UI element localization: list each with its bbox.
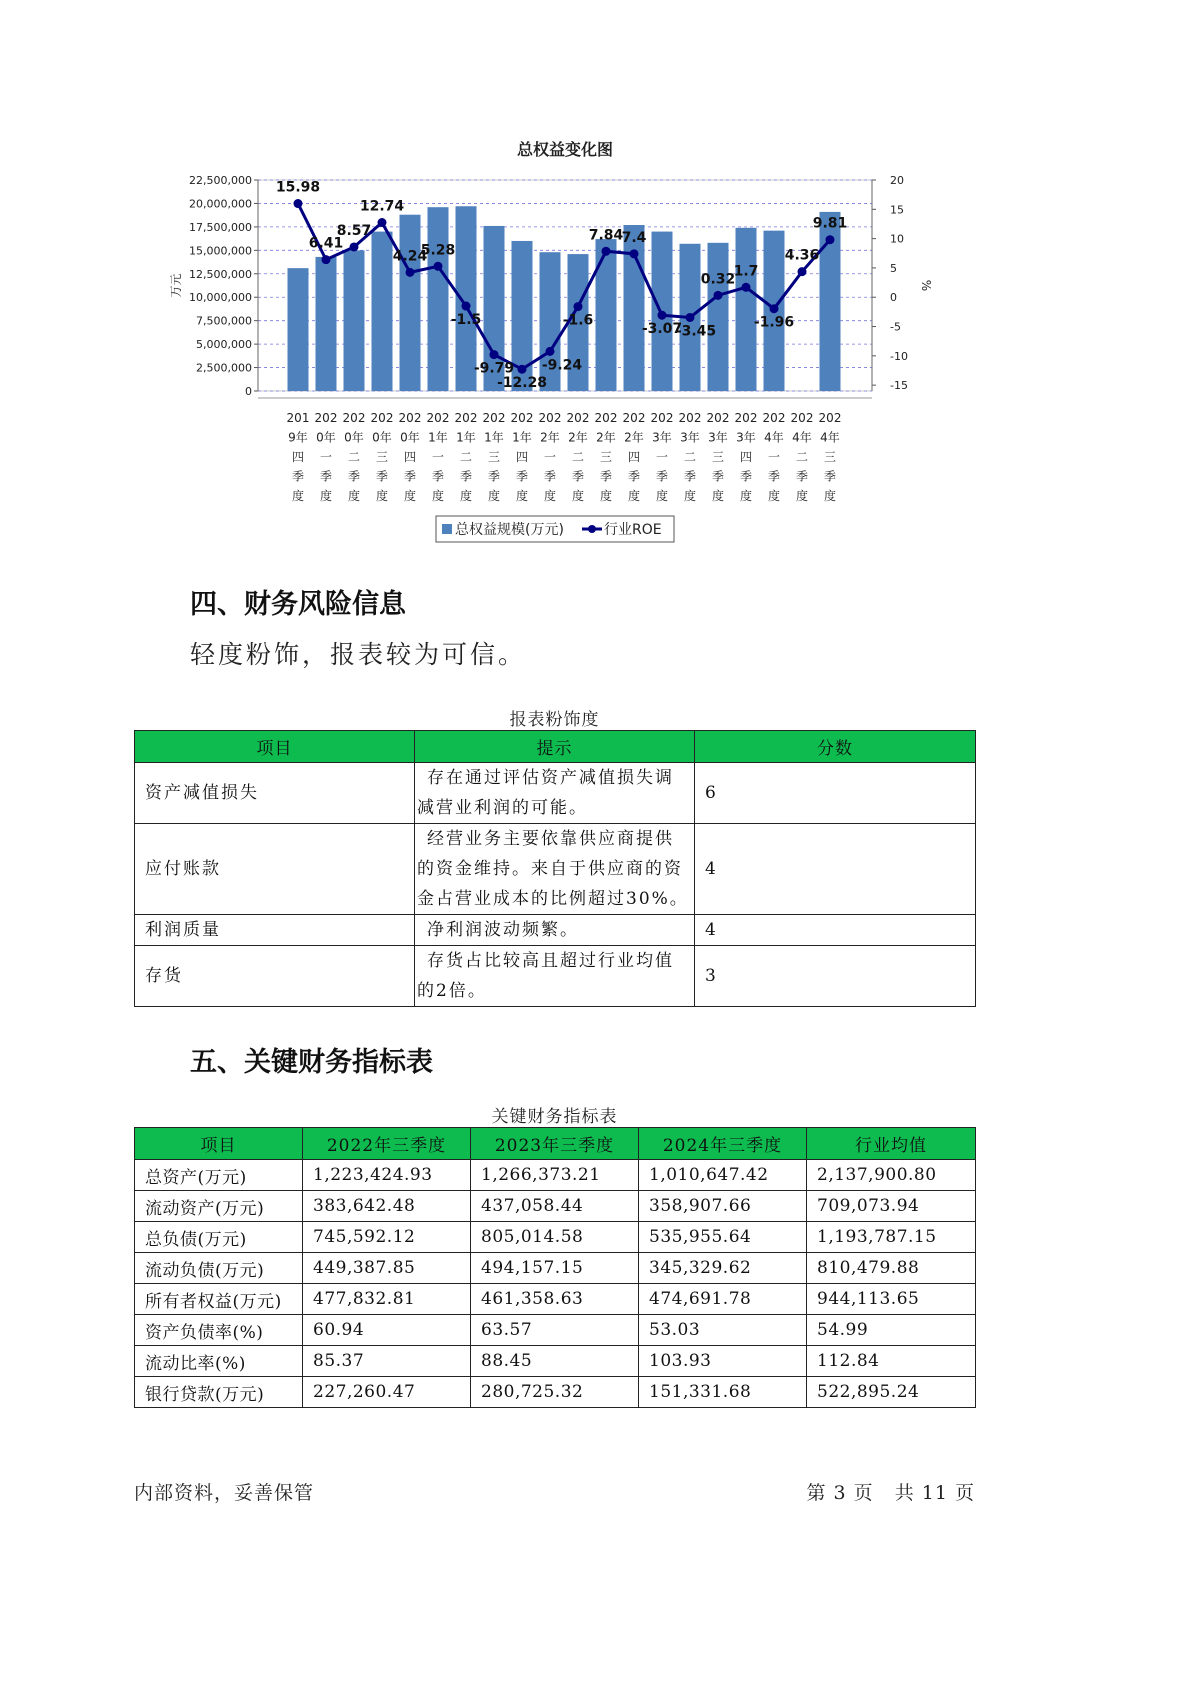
roe-point: [798, 267, 807, 276]
y-tick-label-right: 0: [890, 291, 897, 305]
table-row: [135, 1315, 976, 1346]
bar: [708, 243, 729, 391]
kpi-value: 449,387.85: [303, 1253, 471, 1284]
kpi-item: 所有者权益(万元): [135, 1284, 303, 1315]
kpi-table-caption: 关键财务指标表: [491, 1107, 618, 1127]
risk-tip: 经营业务主要依靠供应商提供的资金维持。来自于供应商的资金占营业成本的比例超过30%。: [415, 824, 695, 915]
kpi-value: 477,832.81: [303, 1284, 471, 1315]
roe-point: [406, 268, 415, 277]
kpi-value: 383,642.48: [303, 1191, 471, 1222]
kpi-item: 流动比率(%): [135, 1346, 303, 1377]
roe-point: [434, 262, 443, 271]
y-tick-label-right: -5: [890, 320, 901, 334]
roe-point: [462, 302, 471, 311]
risk-score: 4: [695, 915, 976, 946]
risk-table-header: [135, 731, 976, 763]
header-2022q3: 2022年三季度: [303, 1128, 471, 1160]
kpi-item: 银行贷款(万元): [135, 1377, 303, 1408]
section4-text: 轻度粉饰，报表较为可信。: [190, 640, 527, 669]
kpi-value: 345,329.62: [639, 1253, 807, 1284]
roe-point: [742, 283, 751, 292]
roe-data-label: 12.74: [359, 198, 405, 215]
roe-data-label: -12.28: [496, 375, 548, 392]
roe-data-label: 7.4: [621, 229, 647, 246]
kpi-value: 151,331.68: [639, 1377, 807, 1408]
roe-data-label: -3.07: [641, 321, 683, 338]
kpi-value: 63.57: [471, 1315, 639, 1346]
bar: [400, 215, 421, 391]
x-tick-label: 202 1年四季度: [510, 411, 534, 503]
roe-data-label: -9.79: [473, 360, 515, 377]
x-tick-label: 202 1年一季度: [426, 411, 450, 503]
kpi-value: 709,073.94: [807, 1191, 976, 1222]
roe-point: [714, 291, 723, 300]
roe-point: [294, 199, 303, 208]
kpi-value: 474,691.78: [639, 1284, 807, 1315]
y-tick-label-left: 20,000,000: [189, 197, 252, 211]
kpi-value: 810,479.88: [807, 1253, 976, 1284]
y-tick-label-left: 17,500,000: [189, 220, 252, 234]
kpi-item: 资产负债率(%): [135, 1315, 303, 1346]
kpi-value: 1,266,373.21: [471, 1160, 639, 1191]
kpi-value: 1,010,647.42: [639, 1160, 807, 1191]
kpi-table: [134, 1127, 976, 1408]
bar: [372, 232, 393, 391]
y-tick-label-left: 10,000,000: [189, 291, 252, 305]
kpi-value: 358,907.66: [639, 1191, 807, 1222]
risk-item: 资产减值损失: [135, 763, 415, 824]
section4-title: 四、财务风险信息: [190, 589, 406, 620]
x-tick-label: 202 0年四季度: [398, 411, 422, 503]
y-tick-label-left: 22,500,000: [189, 174, 252, 187]
kpi-value: 280,725.32: [471, 1377, 639, 1408]
x-tick-label: 202 3年一季度: [650, 411, 674, 503]
table-row: [135, 915, 976, 946]
kpi-value: 522,895.24: [807, 1377, 976, 1408]
legend-bar-label: 总权益规模(万元): [455, 522, 564, 538]
bar: [316, 257, 337, 391]
x-tick-label: 202 1年二季度: [454, 411, 478, 503]
chart-title: 总权益变化图: [516, 140, 614, 159]
equity-chart: [169, 140, 933, 550]
kpi-value: 535,955.64: [639, 1222, 807, 1253]
table-row: [135, 1284, 976, 1315]
x-tick-label: 202 2年三季度: [594, 411, 618, 503]
kpi-value: 85.37: [303, 1346, 471, 1377]
roe-point: [546, 347, 555, 356]
kpi-value: 112.84: [807, 1346, 976, 1377]
kpi-value: 103.93: [639, 1346, 807, 1377]
table-row: [135, 824, 976, 915]
risk-score: 4: [695, 824, 976, 915]
table-row: [135, 946, 976, 1007]
y-tick-label-left: 12,500,000: [189, 267, 252, 281]
x-tick-label: 202 2年一季度: [538, 411, 562, 503]
kpi-value: 88.45: [471, 1346, 639, 1377]
risk-score: 6: [695, 763, 976, 824]
bar: [344, 250, 365, 391]
kpi-value: 805,014.58: [471, 1222, 639, 1253]
risk-table-caption: 报表粉饰度: [509, 710, 600, 730]
roe-data-label: 4.36: [784, 247, 820, 264]
roe-point: [350, 242, 359, 251]
risk-item: 利润质量: [135, 915, 415, 946]
roe-data-label: 9.81: [812, 215, 848, 232]
y-tick-label-right: 10: [890, 232, 904, 246]
section5-title: 五、关键财务指标表: [190, 1047, 433, 1078]
legend-line-marker: [588, 525, 596, 533]
bar: [733, 228, 759, 391]
header-2023q3: 2023年三季度: [471, 1128, 639, 1160]
bar: [288, 268, 309, 391]
header-tip: 提示: [415, 731, 695, 763]
roe-point: [518, 365, 527, 374]
footer-page-number: 第 3 页 共 11 页: [806, 1482, 975, 1504]
y-tick-label-right: 20: [890, 174, 904, 187]
roe-point: [574, 302, 583, 311]
risk-table: [134, 730, 976, 1007]
bar: [596, 239, 617, 391]
kpi-value: 227,260.47: [303, 1377, 471, 1408]
roe-data-label: 8.57: [336, 222, 372, 239]
kpi-value: 60.94: [303, 1315, 471, 1346]
kpi-value: 1,223,424.93: [303, 1160, 471, 1191]
risk-tip: 存货占比较高且超过行业均值的2倍。: [415, 946, 695, 1007]
y-axis-label-left: 万元: [169, 273, 183, 298]
kpi-item: 总资产(万元): [135, 1160, 303, 1191]
kpi-value: 461,358.63: [471, 1284, 639, 1315]
roe-data-label: -1.96: [753, 314, 795, 331]
x-tick-label: 202 3年四季度: [734, 411, 758, 503]
roe-data-label: -1.6: [562, 312, 594, 329]
kpi-table-header: [135, 1128, 976, 1160]
y-tick-label-left: 7,500,000: [196, 314, 252, 328]
roe-point: [378, 218, 387, 227]
roe-data-label: -3.45: [675, 323, 717, 340]
kpi-item: 总负债(万元): [135, 1222, 303, 1253]
header-item: 项目: [135, 1128, 303, 1160]
y-axis-label-right: %: [919, 279, 933, 292]
legend-bar-swatch: [442, 524, 452, 534]
legend-line-label: 行业ROE: [604, 522, 662, 538]
risk-item: 存货: [135, 946, 415, 1007]
x-tick-label: 202 0年三季度: [370, 411, 394, 503]
table-row: [135, 1191, 976, 1222]
roe-point: [770, 304, 779, 313]
kpi-item: 流动资产(万元): [135, 1191, 303, 1222]
roe-data-label: 15.98: [275, 179, 321, 196]
x-tick-label: 202 4年二季度: [790, 411, 814, 503]
x-tick-label: 202 0年二季度: [342, 411, 366, 503]
x-tick-label: 202 3年三季度: [706, 411, 730, 503]
roe-point: [658, 311, 667, 320]
table-row: [135, 1160, 976, 1191]
kpi-value: 494,157.15: [471, 1253, 639, 1284]
table-row: [135, 763, 976, 824]
x-tick-label: 201 9年四季度: [286, 411, 310, 503]
risk-tip: 存在通过评估资产减值损失调减营业利润的可能。: [415, 763, 695, 824]
y-tick-label-left: 5,000,000: [196, 338, 252, 352]
kpi-item: 流动负债(万元): [135, 1253, 303, 1284]
footer-confidential: 内部资料，妥善保管: [134, 1482, 315, 1504]
kpi-value: 54.99: [807, 1315, 976, 1346]
x-tick-label: 202 2年四季度: [622, 411, 646, 503]
y-tick-label-left: 15,000,000: [189, 244, 252, 258]
header-item: 项目: [135, 731, 415, 763]
x-tick-label: 202 4年一季度: [762, 411, 786, 503]
roe-data-label: 1.7: [733, 263, 759, 280]
table-row: [135, 1222, 976, 1253]
kpi-value: 53.03: [639, 1315, 807, 1346]
x-tick-label: 202 0年一季度: [314, 411, 338, 503]
roe-data-label: 6.41: [308, 235, 344, 252]
y-tick-label-left: 2,500,000: [196, 361, 252, 375]
y-tick-label-left: 0: [245, 385, 252, 398]
roe-point: [322, 255, 331, 264]
table-row: [135, 1346, 976, 1377]
roe-point: [826, 235, 835, 244]
header-score: 分数: [695, 731, 976, 763]
roe-point: [490, 350, 499, 359]
roe-data-label: -9.24: [541, 357, 583, 374]
table-row: [135, 1377, 976, 1408]
roe-data-label: 4.24: [392, 248, 428, 265]
roe-point: [602, 247, 611, 256]
risk-item: 应付账款: [135, 824, 415, 915]
kpi-value: 2,137,900.80: [807, 1160, 976, 1191]
y-tick-label-right: 5: [890, 261, 897, 275]
kpi-value: 944,113.65: [807, 1284, 976, 1315]
roe-data-label: 5.28: [420, 242, 456, 259]
header-2024q3: 2024年三季度: [639, 1128, 807, 1160]
x-tick-label: 202 4年三季度: [818, 411, 842, 503]
x-tick-label: 202 1年三季度: [482, 411, 506, 503]
y-tick-label-right: -10: [890, 349, 908, 363]
y-tick-label-right: -15: [890, 379, 908, 393]
roe-data-label: 7.84: [588, 227, 624, 244]
risk-tip: 净利润波动频繁。: [415, 915, 695, 946]
roe-data-label: -1.5: [450, 312, 482, 329]
x-tick-label: 202 3年二季度: [678, 411, 702, 503]
kpi-value: 745,592.12: [303, 1222, 471, 1253]
y-tick-label-right: 15: [890, 203, 904, 217]
roe-point: [630, 249, 639, 258]
kpi-value: 437,058.44: [471, 1191, 639, 1222]
risk-score: 3: [695, 946, 976, 1007]
roe-data-label: 0.32: [700, 271, 736, 288]
table-row: [135, 1253, 976, 1284]
bar: [428, 207, 449, 391]
roe-point: [686, 313, 695, 322]
kpi-value: 1,193,787.15: [807, 1222, 976, 1253]
header-industry-avg: 行业均值: [807, 1128, 976, 1160]
x-tick-label: 202 2年二季度: [566, 411, 590, 503]
